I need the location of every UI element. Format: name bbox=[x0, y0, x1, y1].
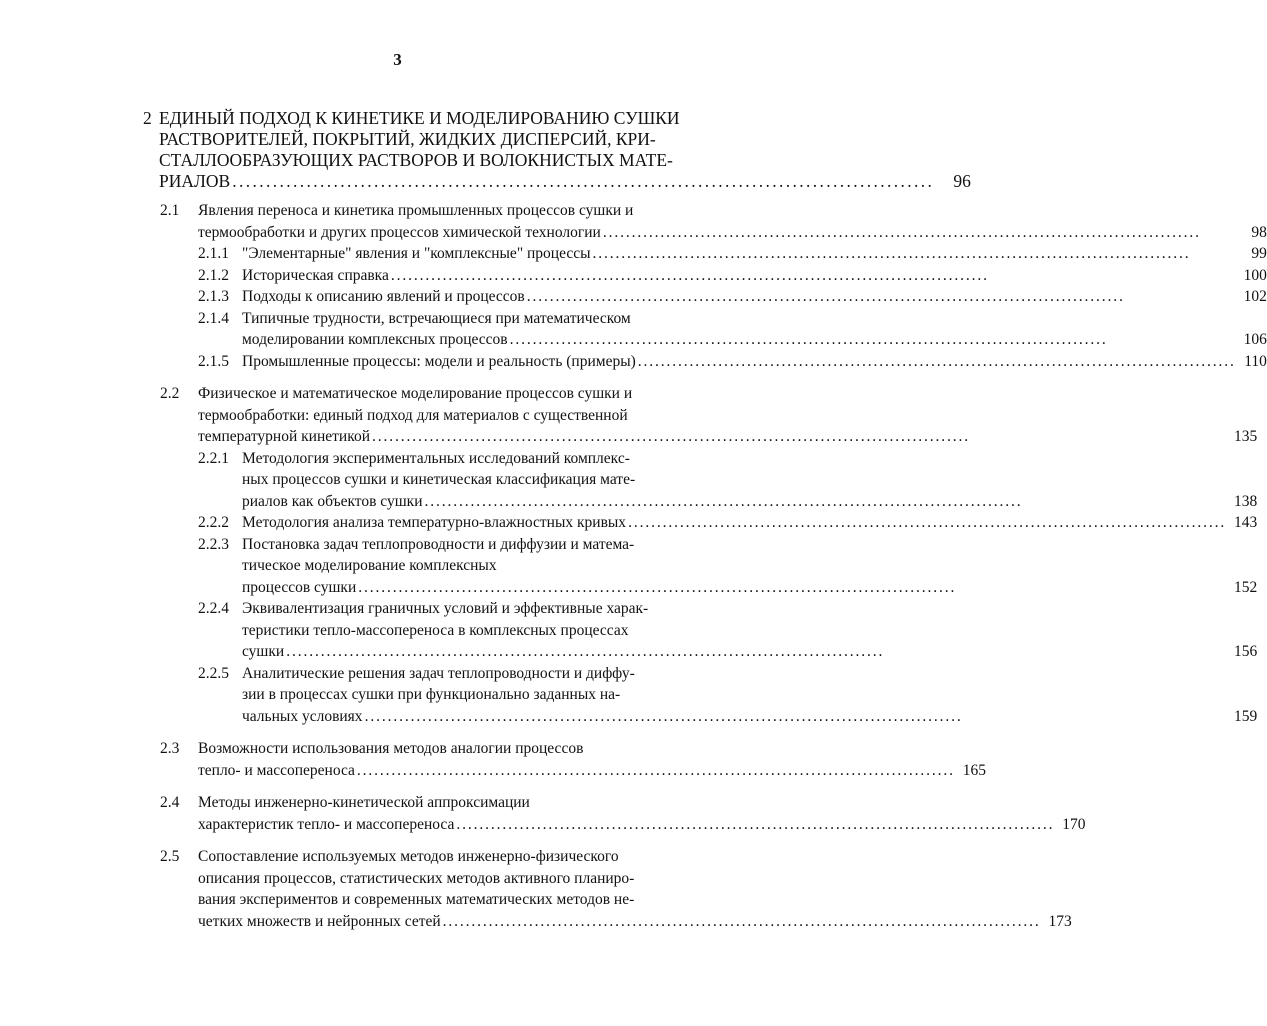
subsection-body bbox=[242, 534, 1257, 599]
toc-subsection bbox=[198, 534, 1257, 599]
subsection-leader-line bbox=[242, 265, 1267, 287]
dot-leader bbox=[425, 491, 1224, 513]
subsection-list bbox=[198, 448, 1257, 728]
subsection-title-last: процессов сушки bbox=[242, 578, 357, 596]
section-body bbox=[198, 200, 1267, 372]
toc-subsection bbox=[198, 663, 1257, 728]
section-title-line: термообработки: единый подход для материалов с существенной bbox=[198, 406, 628, 424]
dot-leader bbox=[638, 351, 1233, 373]
subsection-title-last: сушки bbox=[242, 643, 285, 660]
dot-leader bbox=[232, 171, 931, 192]
subsection-title-last: "Элементарные" явления и "комплексные" процессы bbox=[242, 245, 591, 262]
subsection-title-line: Эквивалентизация граничных условий и эффективные харак- bbox=[242, 600, 649, 617]
section-leader-line bbox=[198, 911, 1072, 933]
section-page-number: 135 bbox=[1233, 428, 1258, 445]
subsection-leader-line bbox=[242, 512, 1257, 534]
section-title-line: Возможности использования методов аналогии процессов bbox=[198, 740, 584, 757]
subsection-leader-line bbox=[242, 577, 1257, 599]
subsection-number: 2.2.2 bbox=[198, 514, 229, 531]
toc-subsection bbox=[198, 308, 1267, 351]
section-body bbox=[198, 383, 1257, 727]
dot-leader bbox=[357, 760, 952, 782]
toc-section bbox=[160, 738, 987, 781]
subsection-number: 2.1.3 bbox=[198, 288, 229, 305]
dot-leader bbox=[603, 222, 1233, 244]
section-page-number: 173 bbox=[1048, 912, 1072, 930]
subsection-number: 2.1.4 bbox=[198, 309, 229, 327]
section-page-number: 170 bbox=[1062, 815, 1086, 833]
subsection-leader-line bbox=[242, 351, 1267, 373]
subsection-body bbox=[242, 598, 1257, 663]
subsection-title-last: Подходы к описанию явлений и процессов bbox=[242, 288, 525, 305]
subsection-page-number: 106 bbox=[1243, 331, 1267, 348]
toc-section bbox=[160, 792, 1086, 835]
subsection-leader-line bbox=[242, 641, 1257, 663]
section-body bbox=[198, 792, 1085, 835]
chapter-number: 2 bbox=[143, 108, 152, 128]
toc-chapter bbox=[143, 108, 1267, 943]
section-title-line: Сопоставление используемых методов инженерно-физического bbox=[198, 848, 619, 865]
chapter-page-number: 96 bbox=[953, 171, 971, 191]
subsection-title-last: моделировании комплексных процессов bbox=[242, 331, 508, 348]
subsection-title-line: ных процессов сушки и кинетическая классификация мате- bbox=[242, 471, 636, 488]
section-title-last: характеристик тепло- и массопереноса bbox=[198, 815, 455, 833]
subsection-title-line: Методология экспериментальных исследований комплекс- bbox=[242, 449, 630, 467]
subsection-page-number: 138 bbox=[1233, 492, 1258, 510]
subsection-title-last: Методология анализа температурно-влажностных кривых bbox=[242, 514, 627, 531]
page-number: 3 bbox=[393, 50, 402, 69]
chapter-leader-line bbox=[159, 171, 971, 192]
section-page-number: 165 bbox=[962, 761, 987, 779]
subsection-number: 2.2.5 bbox=[198, 664, 229, 682]
subsection-number: 2.1.5 bbox=[198, 352, 229, 370]
subsection-body bbox=[242, 512, 1257, 534]
toc-section bbox=[160, 200, 1267, 372]
subsection-page-number: 100 bbox=[1243, 266, 1267, 284]
subsection-number: 2.2.3 bbox=[198, 535, 229, 553]
subsection-body bbox=[242, 243, 1267, 265]
subsection-page-number: 110 bbox=[1244, 352, 1267, 370]
subsection-page-number: 143 bbox=[1233, 514, 1258, 531]
subsection-leader-line bbox=[242, 706, 1257, 728]
section-title-last: четких множеств и нейронных сетей bbox=[198, 912, 441, 930]
subsection-title-line: Аналитические решения задач теплопроводности и диффу- bbox=[242, 664, 635, 682]
section-title-last: тепло- и массопереноса bbox=[198, 761, 355, 779]
dot-leader bbox=[456, 814, 1051, 836]
dot-leader bbox=[372, 426, 1223, 448]
chapter-title-line: ЕДИНЫЙ ПОДХОД К КИНЕТИКЕ И МОДЕЛИРОВАНИЮ СУШКИ bbox=[159, 108, 680, 128]
toc-subsection bbox=[198, 351, 1267, 373]
dot-leader bbox=[527, 286, 1233, 308]
section-page-number: 98 bbox=[1251, 223, 1267, 241]
subsection-page-number: 159 bbox=[1233, 707, 1258, 725]
dot-leader bbox=[286, 641, 1223, 663]
subsection-number: 2.1.1 bbox=[198, 245, 229, 262]
subsection-title-line: тическое моделирование комплексных bbox=[242, 557, 497, 574]
section-title-last: температурной кинетикой bbox=[198, 428, 371, 445]
subsection-leader-line bbox=[242, 491, 1257, 513]
section-title-line: Явления переноса и кинетика промышленных процессов сушки и bbox=[198, 202, 634, 219]
subsection-leader-line bbox=[242, 329, 1267, 351]
subsection-title-line: Типичные трудности, встречающиеся при математическом bbox=[242, 309, 631, 327]
subsection-title-last: Историческая справка bbox=[242, 266, 389, 284]
dot-leader bbox=[391, 265, 1233, 287]
chapter-title-line: РАСТВОРИТЕЛЕЙ, ПОКРЫТИЙ, ЖИДКИХ ДИСПЕРСИЙ, КРИ- bbox=[159, 129, 656, 149]
toc-subsection bbox=[198, 265, 1267, 287]
subsection-title-last: риалов как объектов сушки bbox=[242, 492, 423, 510]
toc-subsection bbox=[198, 243, 1267, 265]
dot-leader bbox=[628, 512, 1223, 534]
subsection-title-line: Постановка задач теплопроводности и диффузии и матема- bbox=[242, 535, 635, 553]
section-title-line: вания экспериментов и современных математических методов не- bbox=[198, 891, 635, 908]
section-number: 2.2 bbox=[160, 385, 180, 402]
subsection-title-last: Промышленные процессы: модели и реальность (примеры) bbox=[242, 352, 636, 370]
subsection-page-number: 156 bbox=[1233, 643, 1258, 660]
section-body bbox=[198, 846, 1072, 932]
toc-subsection bbox=[198, 512, 1257, 534]
chapter-title-last: РИАЛОВ bbox=[159, 171, 231, 191]
chapter-heading bbox=[143, 108, 971, 192]
dot-leader bbox=[365, 706, 1224, 728]
section-number: 2.4 bbox=[160, 794, 180, 811]
section-title-line: Методы инженерно-кинетической аппроксимации bbox=[198, 794, 530, 811]
section-number: 2.3 bbox=[160, 740, 180, 757]
toc-sections bbox=[143, 200, 1267, 932]
dot-leader bbox=[510, 329, 1233, 351]
toc-subsection bbox=[198, 286, 1267, 308]
dot-leader bbox=[358, 577, 1223, 599]
subsection-title-line: зии в процессах сушки при функционально заданных на- bbox=[242, 686, 621, 703]
subsection-number: 2.1.2 bbox=[198, 266, 229, 284]
section-body bbox=[198, 738, 986, 781]
section-leader-line bbox=[198, 814, 1085, 836]
subsection-number: 2.2.4 bbox=[198, 600, 229, 617]
subsection-list bbox=[198, 243, 1267, 372]
subsection-page-number: 102 bbox=[1243, 288, 1267, 305]
subsection-body bbox=[242, 308, 1267, 351]
subsection-title-last: чальных условиях bbox=[242, 707, 363, 725]
subsection-body bbox=[242, 351, 1267, 373]
toc-section bbox=[160, 846, 1072, 932]
toc-subsection bbox=[198, 448, 1257, 513]
section-title-line: описания процессов, статистических методов активного планиро- bbox=[198, 869, 635, 887]
subsection-body bbox=[242, 448, 1257, 513]
subsection-page-number: 152 bbox=[1233, 578, 1258, 596]
dot-leader bbox=[593, 243, 1233, 265]
section-number: 2.5 bbox=[160, 848, 180, 865]
subsection-number: 2.2.1 bbox=[198, 449, 229, 467]
subsection-title-line: теристики тепло-массопереноса в комплексных процессах bbox=[242, 621, 629, 639]
section-title-line: Физическое и математическое моделирование процессов сушки и bbox=[198, 385, 633, 402]
toc-subsection bbox=[198, 598, 1257, 663]
subsection-page-number: 99 bbox=[1251, 245, 1267, 262]
subsection-body bbox=[242, 265, 1267, 287]
dot-leader bbox=[443, 911, 1038, 933]
subsection-leader-line bbox=[242, 286, 1267, 308]
subsection-leader-line bbox=[242, 243, 1267, 265]
section-leader-line bbox=[198, 760, 986, 782]
subsection-body bbox=[242, 286, 1267, 308]
chapter-title-line: СТАЛЛООБРАЗУЮЩИХ РАСТВОРОВ И ВОЛОКНИСТЫХ МАТЕ- bbox=[159, 150, 673, 170]
section-title-last: термообработки и других процессов химической технологии bbox=[198, 223, 601, 241]
toc-section bbox=[160, 383, 1258, 727]
section-number: 2.1 bbox=[160, 202, 180, 219]
section-leader-line bbox=[198, 426, 1257, 448]
section-leader-line bbox=[198, 222, 1267, 244]
subsection-body bbox=[242, 663, 1257, 728]
